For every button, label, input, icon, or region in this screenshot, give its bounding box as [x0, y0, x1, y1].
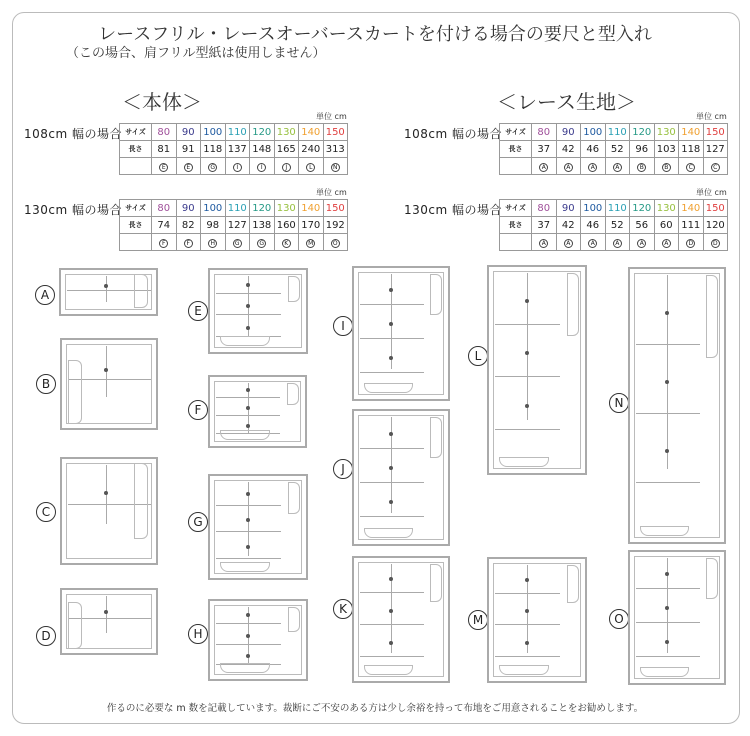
length-cell: 240: [299, 141, 324, 158]
layout-diagram: [352, 556, 450, 683]
layout-label: O: [609, 609, 629, 629]
size-cell: 140: [299, 124, 324, 141]
layout-ref: A: [662, 239, 671, 248]
size-cell: 130: [654, 200, 679, 217]
layout-ref: A: [539, 163, 548, 172]
layout-ref: A: [539, 239, 548, 248]
pattern-line: [360, 624, 424, 625]
length-cell: 96: [630, 141, 655, 158]
size-cell: 90: [176, 124, 201, 141]
layout-cell: [176, 234, 201, 251]
layout-label: H: [188, 624, 208, 644]
frill-piece: [567, 273, 579, 336]
layout-label: A: [35, 285, 55, 305]
pattern-line: [636, 482, 700, 483]
size-cell: 120: [250, 200, 275, 217]
layout-ref: G: [257, 239, 266, 248]
layout-header: [500, 234, 532, 251]
frill-piece: [499, 665, 549, 675]
pattern-line: [360, 372, 424, 373]
layout-cell: [250, 158, 275, 175]
layout-label: G: [188, 512, 208, 532]
layout-cell: [152, 234, 177, 251]
size-cell: 130: [274, 124, 299, 141]
length-cell: 192: [323, 217, 348, 234]
size-cell: 130: [654, 124, 679, 141]
pattern-line: [216, 531, 281, 532]
layout-cell: [654, 158, 679, 175]
grain-mark: [246, 326, 250, 330]
grain-mark: [525, 404, 529, 408]
pattern-line: [360, 338, 424, 339]
pattern-line: [216, 314, 281, 315]
size-cell: 110: [605, 124, 630, 141]
frill-piece: [499, 457, 549, 467]
frill-piece: [364, 665, 413, 675]
frill-piece: [134, 463, 148, 539]
grain-mark: [389, 356, 393, 360]
lace-unit-label: 単位 cm: [696, 112, 727, 121]
grain-mark: [246, 545, 250, 549]
pattern-line: [636, 344, 700, 345]
layout-label: D: [36, 626, 56, 646]
layout-label: J: [333, 459, 353, 479]
table-row: [500, 234, 728, 251]
pattern-line: [636, 656, 700, 657]
length-cell: 120: [703, 217, 728, 234]
pattern-line: [216, 623, 281, 624]
layout-diagram: [628, 267, 726, 544]
size-header: サイズ: [500, 200, 532, 217]
layout-diagram: [208, 268, 308, 354]
layout-ref: A: [588, 163, 597, 172]
length-cell: 91: [176, 141, 201, 158]
layout-diagram: [208, 599, 308, 681]
size-cell: 130: [274, 200, 299, 217]
length-cell: 37: [532, 141, 557, 158]
pattern-line: [360, 448, 424, 449]
grain-mark: [389, 466, 393, 470]
pattern-line: [636, 413, 700, 414]
layout-diagram: [60, 588, 158, 655]
layout-label: I: [333, 316, 353, 336]
size-cell: 100: [581, 200, 606, 217]
length-cell: 52: [605, 141, 630, 158]
layout-diagram: [628, 550, 726, 685]
pattern-line: [360, 482, 424, 483]
layout-ref: N: [331, 163, 340, 172]
length-cell: 111: [679, 217, 704, 234]
grain-mark: [246, 283, 250, 287]
grain-mark: [246, 304, 250, 308]
layout-ref: A: [588, 239, 597, 248]
layout-ref: B: [637, 163, 646, 172]
length-cell: 103: [654, 141, 679, 158]
layout-ref: G: [208, 163, 217, 172]
length-cell: 98: [201, 217, 226, 234]
size-cell: 100: [201, 200, 226, 217]
layout-cell: [703, 158, 728, 175]
section-heading-body: ＜本体＞: [122, 90, 202, 114]
layout-cell: [654, 234, 679, 251]
grain-mark: [389, 322, 393, 326]
length-cell: 46: [581, 141, 606, 158]
table-row: [120, 158, 348, 175]
pattern-line: [495, 324, 560, 325]
pattern-line: [216, 415, 280, 416]
grain-mark: [389, 577, 393, 581]
fold-line: [527, 273, 528, 420]
layout-cell: [152, 158, 177, 175]
footer-note: 作るのに必要な m 数を記載しています。裁断にご不安のある方は少し余裕を持って布地をご用意されることをお勧めします。: [106, 703, 644, 714]
layout-ref: H: [208, 239, 217, 248]
layout-ref: A: [613, 239, 622, 248]
layout-label: E: [188, 301, 208, 321]
grain-mark: [246, 424, 250, 428]
body-size-table: [119, 199, 348, 251]
page-title: レースフリル・レースオーバースカートを付ける場合の要尺と型入れ: [98, 24, 652, 45]
grain-mark: [525, 351, 529, 355]
size-cell: 110: [225, 200, 250, 217]
layout-label: F: [188, 400, 208, 420]
pattern-line: [495, 429, 560, 430]
layout-cell: [556, 234, 581, 251]
layout-ref: A: [564, 163, 573, 172]
grain-mark: [665, 311, 669, 315]
grain-mark: [104, 368, 108, 372]
layout-diagram: [487, 557, 587, 683]
frill-piece: [364, 528, 413, 538]
length-header: 長さ: [500, 217, 532, 234]
frill-piece: [288, 482, 300, 514]
frill-piece: [640, 667, 689, 677]
length-cell: 138: [250, 217, 275, 234]
table-row: [120, 124, 348, 141]
grain-mark: [246, 634, 250, 638]
grain-mark: [665, 606, 669, 610]
size-cell: 110: [605, 200, 630, 217]
frill-piece: [220, 430, 270, 440]
size-cell: 90: [176, 200, 201, 217]
grain-mark: [525, 299, 529, 303]
grain-mark: [665, 572, 669, 576]
length-cell: 165: [274, 141, 299, 158]
length-cell: 46: [581, 217, 606, 234]
length-cell: 127: [703, 141, 728, 158]
lace-size-table: [499, 199, 728, 251]
layout-cell: [630, 158, 655, 175]
layout-header: [500, 158, 532, 175]
layout-ref: D: [711, 239, 720, 248]
layout-cell: [323, 158, 348, 175]
frill-piece: [706, 558, 718, 599]
layout-header: [120, 234, 152, 251]
grain-mark: [665, 640, 669, 644]
layout-ref: O: [331, 239, 340, 248]
length-cell: 118: [679, 141, 704, 158]
length-cell: 81: [152, 141, 177, 158]
table-row: [500, 124, 728, 141]
grain-mark: [246, 613, 250, 617]
table-row: [500, 217, 728, 234]
size-cell: 120: [630, 200, 655, 217]
section-heading-lace: ＜レース生地＞: [497, 90, 636, 114]
grain-mark: [525, 578, 529, 582]
layout-diagram: [352, 266, 450, 401]
frill-piece: [430, 564, 442, 602]
layout-ref: E: [159, 163, 168, 172]
body-unit-label: 単位 cm: [316, 188, 347, 197]
pattern-line: [216, 397, 280, 398]
size-cell: 110: [225, 124, 250, 141]
grain-mark: [246, 406, 250, 410]
size-cell: 80: [532, 200, 557, 217]
frill-piece: [430, 274, 442, 315]
length-cell: 127: [225, 217, 250, 234]
size-cell: 90: [556, 124, 581, 141]
length-cell: 82: [176, 217, 201, 234]
grain-mark: [665, 380, 669, 384]
layout-cell: [176, 158, 201, 175]
body-table-label: 130cm 幅の場合: [24, 203, 123, 217]
size-cell: 80: [152, 124, 177, 141]
frill-piece: [134, 274, 148, 308]
layout-diagram: [208, 375, 307, 448]
grain-mark: [665, 449, 669, 453]
layout-cell: [630, 234, 655, 251]
grain-mark: [104, 491, 108, 495]
size-cell: 150: [703, 200, 728, 217]
layout-cell: [201, 158, 226, 175]
length-cell: 137: [225, 141, 250, 158]
size-cell: 150: [323, 200, 348, 217]
frill-piece: [68, 360, 82, 424]
layout-ref: I: [257, 163, 266, 172]
layout-ref: J: [282, 163, 291, 172]
grain-mark: [389, 500, 393, 504]
frill-piece: [640, 526, 689, 536]
layout-cell: [556, 158, 581, 175]
table-row: [120, 234, 348, 251]
grain-mark: [246, 654, 250, 658]
size-header: サイズ: [120, 124, 152, 141]
pattern-line: [360, 592, 424, 593]
pattern-line: [216, 505, 281, 506]
length-cell: 313: [323, 141, 348, 158]
layout-label: M: [468, 610, 488, 630]
grain-mark: [389, 432, 393, 436]
grain-mark: [246, 492, 250, 496]
layout-cell: [225, 158, 250, 175]
lace-unit-label: 単位 cm: [696, 188, 727, 197]
length-header: 長さ: [120, 217, 152, 234]
length-cell: 118: [201, 141, 226, 158]
grain-mark: [525, 609, 529, 613]
pattern-line: [216, 558, 281, 559]
layout-diagram: [352, 409, 450, 546]
layout-cell: [605, 234, 630, 251]
layout-ref: K: [282, 239, 291, 248]
layout-cell: [679, 234, 704, 251]
pattern-line: [216, 293, 281, 294]
layout-cell: [581, 234, 606, 251]
pattern-line: [360, 656, 424, 657]
layout-diagram: [60, 338, 158, 430]
body-unit-label: 単位 cm: [316, 112, 347, 121]
layout-label: L: [468, 346, 488, 366]
grain-mark: [246, 518, 250, 522]
size-cell: 120: [630, 124, 655, 141]
table-row: [500, 158, 728, 175]
layout-diagram: [208, 474, 308, 580]
layout-label: B: [36, 374, 56, 394]
frill-piece: [220, 663, 270, 673]
table-row: [500, 141, 728, 158]
layout-ref: F: [184, 239, 193, 248]
pattern-line: [636, 622, 700, 623]
frill-piece: [220, 562, 270, 572]
size-cell: 150: [703, 124, 728, 141]
layout-cell: [581, 158, 606, 175]
body-table-label: 108cm 幅の場合: [24, 127, 123, 141]
layout-header: [120, 158, 152, 175]
grain-mark: [389, 609, 393, 613]
grain-mark: [104, 610, 108, 614]
frill-piece: [364, 383, 413, 393]
length-cell: 160: [274, 217, 299, 234]
frill-piece: [288, 607, 300, 632]
length-header: 長さ: [120, 141, 152, 158]
frill-piece: [68, 602, 82, 649]
layout-label: K: [333, 599, 353, 619]
length-cell: 60: [654, 217, 679, 234]
layout-ref: M: [308, 239, 314, 247]
length-cell: 170: [299, 217, 324, 234]
grain-mark: [525, 641, 529, 645]
length-cell: 52: [605, 217, 630, 234]
size-cell: 100: [581, 124, 606, 141]
length-cell: 56: [630, 217, 655, 234]
layout-cell: [532, 158, 557, 175]
grain-mark: [104, 284, 108, 288]
fold-line: [106, 596, 107, 633]
layout-cell: [274, 158, 299, 175]
layout-diagram: [59, 268, 158, 316]
body-size-table: [119, 123, 348, 175]
table-row: [500, 200, 728, 217]
layout-ref: C: [711, 163, 720, 172]
layout-cell: [323, 234, 348, 251]
fold-line: [667, 275, 668, 469]
grain-mark: [389, 288, 393, 292]
layout-ref: I: [233, 163, 242, 172]
grain-mark: [246, 388, 250, 392]
table-row: [120, 200, 348, 217]
pattern-line: [495, 593, 560, 594]
layout-label: N: [609, 393, 629, 413]
frill-piece: [567, 565, 579, 603]
lace-table-label: 130cm 幅の場合: [404, 203, 503, 217]
size-header: サイズ: [500, 124, 532, 141]
layout-ref: D: [686, 239, 695, 248]
frill-piece: [287, 383, 299, 405]
lace-size-table: [499, 123, 728, 175]
pattern-line: [495, 376, 560, 377]
size-cell: 100: [201, 124, 226, 141]
frill-piece: [288, 276, 300, 302]
layout-cell: [225, 234, 250, 251]
pattern-line: [360, 304, 424, 305]
layout-cell: [679, 158, 704, 175]
pattern-line: [636, 588, 700, 589]
layout-ref: L: [306, 163, 315, 172]
page-subtitle: （この場合、肩フリル型紙は使用しません）: [66, 46, 326, 61]
size-cell: 80: [152, 200, 177, 217]
length-header: 長さ: [500, 141, 532, 158]
layout-ref: A: [637, 239, 646, 248]
table-row: [120, 141, 348, 158]
size-cell: 140: [299, 200, 324, 217]
frill-piece: [430, 417, 442, 458]
length-cell: 148: [250, 141, 275, 158]
layout-diagram: [487, 265, 587, 475]
layout-ref: A: [564, 239, 573, 248]
pattern-line: [360, 516, 424, 517]
pattern-line: [495, 624, 560, 625]
layout-cell: [201, 234, 226, 251]
layout-ref: G: [233, 239, 242, 248]
layout-cell: [299, 158, 324, 175]
size-cell: 90: [556, 200, 581, 217]
size-cell: 80: [532, 124, 557, 141]
size-cell: 120: [250, 124, 275, 141]
layout-cell: [274, 234, 299, 251]
size-cell: 140: [679, 200, 704, 217]
pattern-line: [216, 644, 281, 645]
size-header: サイズ: [120, 200, 152, 217]
layout-ref: F: [159, 239, 168, 248]
layout-cell: [703, 234, 728, 251]
frill-piece: [220, 336, 270, 346]
length-cell: 74: [152, 217, 177, 234]
length-cell: 37: [532, 217, 557, 234]
layout-ref: E: [184, 163, 193, 172]
size-cell: 140: [679, 124, 704, 141]
layout-cell: [299, 234, 324, 251]
pattern-line: [495, 656, 560, 657]
size-cell: 150: [323, 124, 348, 141]
layout-ref: B: [662, 163, 671, 172]
layout-label: C: [36, 502, 56, 522]
length-cell: 42: [556, 217, 581, 234]
lace-table-label: 108cm 幅の場合: [404, 127, 503, 141]
layout-cell: [250, 234, 275, 251]
layout-cell: [605, 158, 630, 175]
frill-piece: [706, 275, 718, 358]
grain-mark: [389, 641, 393, 645]
length-cell: 42: [556, 141, 581, 158]
layout-cell: [532, 234, 557, 251]
layout-ref: A: [613, 163, 622, 172]
layout-diagram: [60, 457, 158, 565]
layout-ref: C: [686, 163, 695, 172]
table-row: [120, 217, 348, 234]
